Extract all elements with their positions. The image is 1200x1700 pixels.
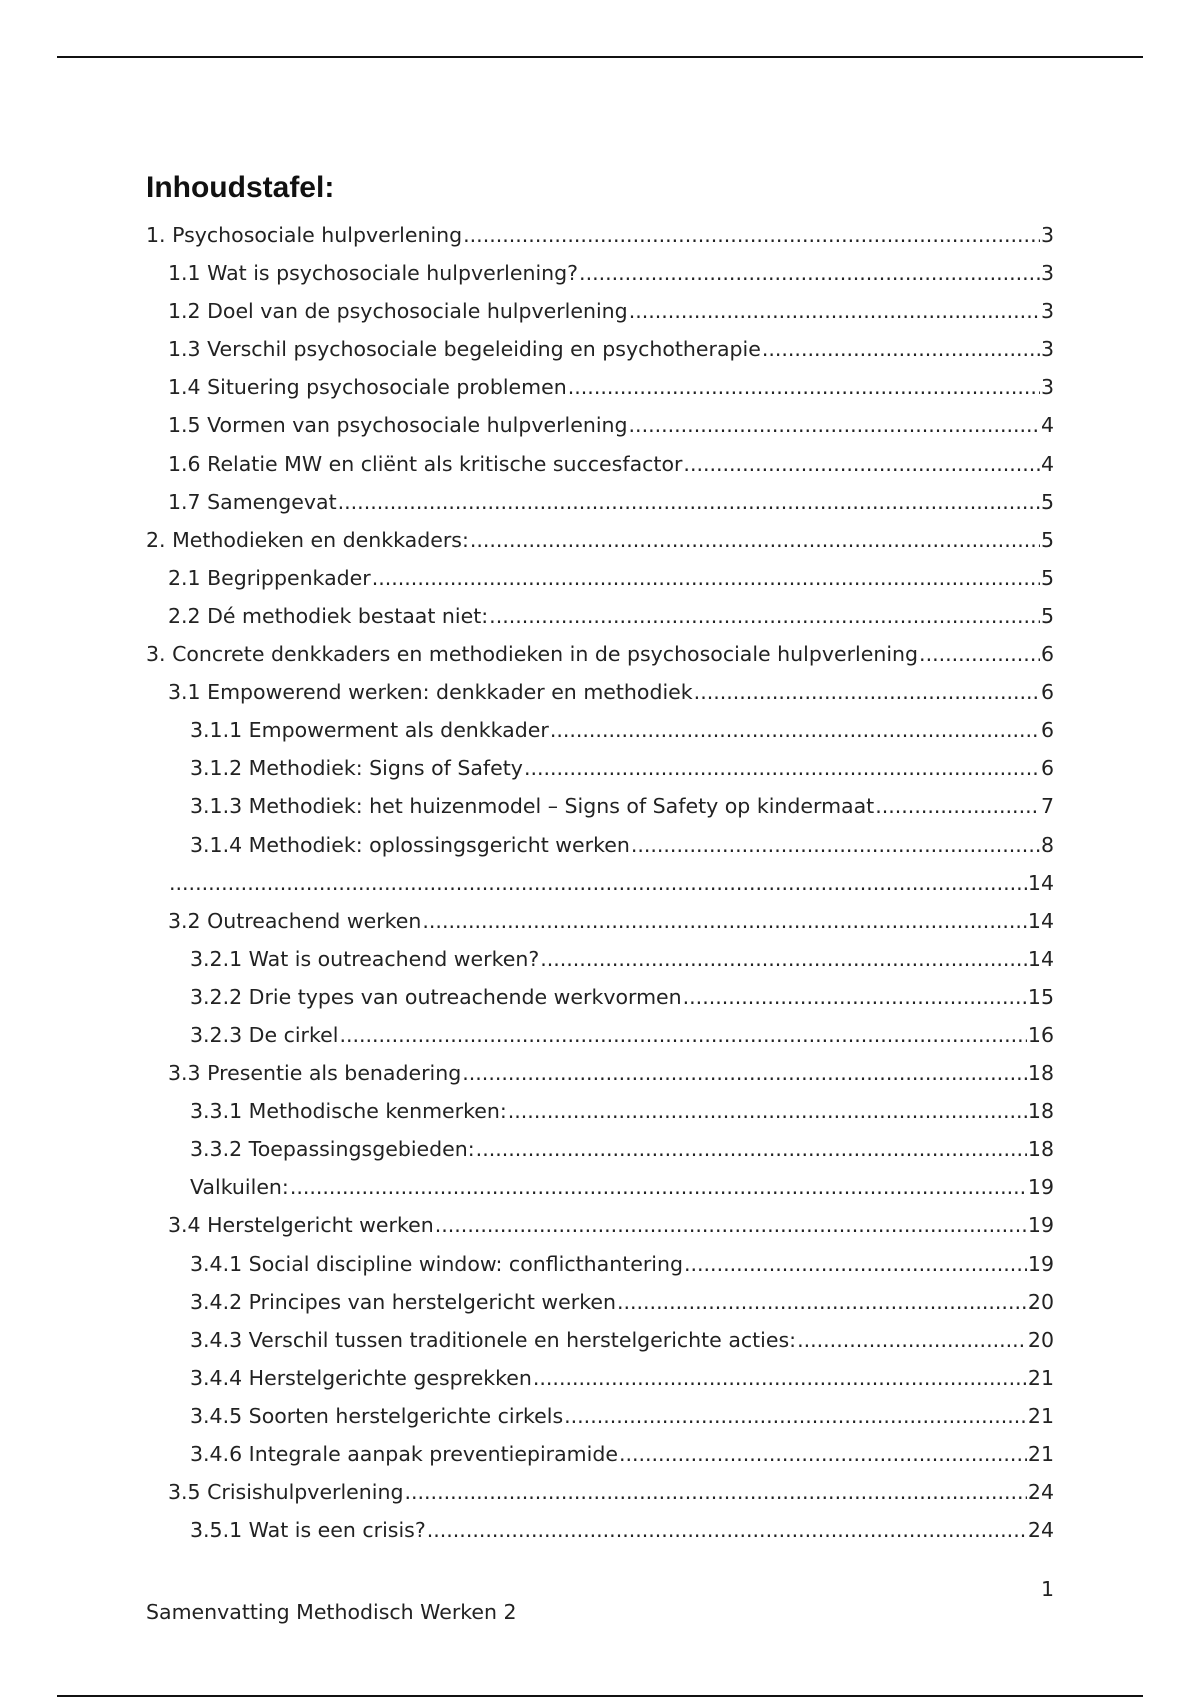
toc-entry-text: 3.1.2 Methodiek: Signs of Safety bbox=[190, 756, 523, 781]
toc-entry[interactable] bbox=[146, 371, 1054, 409]
toc-entry-page: 20 bbox=[1027, 1327, 1054, 1352]
toc-dot-leader bbox=[694, 676, 1040, 708]
toc-entry[interactable] bbox=[146, 867, 1054, 905]
toc-entry-text: 3.2.1 Wat is outreachend werken? bbox=[190, 946, 540, 971]
toc-dot-leader bbox=[290, 1171, 1027, 1203]
toc-dot-leader bbox=[540, 943, 1027, 975]
toc-entry-page: 6 bbox=[1040, 642, 1054, 667]
toc-entry[interactable] bbox=[146, 257, 1054, 295]
header-rule bbox=[57, 56, 1143, 58]
toc-entry-page: 21 bbox=[1027, 1403, 1054, 1428]
toc-entry-text: 1.4 Situering psychosociale problemen bbox=[168, 375, 567, 400]
toc-entry[interactable] bbox=[146, 829, 1054, 867]
toc-dot-leader bbox=[338, 486, 1040, 518]
toc-entry[interactable] bbox=[146, 333, 1054, 371]
toc-entry-page: 20 bbox=[1027, 1289, 1054, 1314]
toc-entry[interactable] bbox=[146, 790, 1054, 828]
toc-entry-page: 15 bbox=[1027, 984, 1054, 1009]
toc-dot-leader bbox=[631, 829, 1040, 861]
toc-entry-text: 3.4.3 Verschil tussen traditionele en herstelgerichte acties: bbox=[190, 1327, 797, 1352]
toc-entry-text: 1.2 Doel van de psychosociale hulpverlening bbox=[168, 299, 628, 324]
toc-entry[interactable] bbox=[146, 448, 1054, 486]
toc-entry[interactable] bbox=[146, 943, 1054, 981]
toc-entry-page: 19 bbox=[1027, 1251, 1054, 1276]
toc-entry-page: 16 bbox=[1027, 1022, 1054, 1047]
toc-entry-page: 21 bbox=[1027, 1365, 1054, 1390]
toc-entry-text: 3.3.2 Toepassingsgebieden: bbox=[190, 1137, 475, 1162]
toc-entry-page: 5 bbox=[1040, 565, 1054, 590]
toc-entry-text: 3.3 Presentie als benadering bbox=[168, 1061, 462, 1086]
toc-entry[interactable] bbox=[146, 1438, 1054, 1476]
toc-dot-leader bbox=[875, 790, 1040, 822]
toc-dot-leader bbox=[629, 409, 1040, 441]
toc-entry[interactable] bbox=[146, 1019, 1054, 1057]
toc-entry-text: 3.2.2 Drie types van outreachende werkvormen bbox=[190, 984, 682, 1009]
toc-dot-leader bbox=[564, 1400, 1027, 1432]
toc-entry[interactable] bbox=[146, 1476, 1054, 1514]
toc-entry[interactable] bbox=[146, 1171, 1054, 1209]
toc-entry-page: 3 bbox=[1040, 299, 1054, 324]
toc-entry-page: 18 bbox=[1027, 1061, 1054, 1086]
toc-entry[interactable] bbox=[146, 905, 1054, 943]
toc-entry-text: 1.5 Vormen van psychosociale hulpverlening bbox=[168, 413, 628, 438]
toc-entry[interactable] bbox=[146, 1286, 1054, 1324]
toc-entry-text: 1.6 Relatie MW en cliënt als kritische succesfactor bbox=[168, 451, 683, 476]
toc-entry-text: 2.2 Dé methodiek bestaat niet: bbox=[168, 603, 489, 628]
toc-entry-text: 3.2.3 De cirkel bbox=[190, 1022, 339, 1047]
toc-entry-text: 3.4 Herstelgericht werken bbox=[168, 1213, 434, 1238]
toc-entry-text: 3.1.3 Methodiek: het huizenmodel – Signs of Safety op kindermaat bbox=[190, 794, 875, 819]
toc-entry-page: 8 bbox=[1040, 832, 1054, 857]
toc-dot-leader bbox=[339, 1019, 1026, 1051]
toc-entry-text: 1.1 Wat is psychosociale hulpverlening? bbox=[168, 261, 579, 286]
toc-entry[interactable] bbox=[146, 1209, 1054, 1247]
toc-entry[interactable] bbox=[146, 524, 1054, 562]
toc-entry[interactable] bbox=[146, 1362, 1054, 1400]
toc-entry-text: 3.1 Empowerend werken: denkkader en methodiek bbox=[168, 680, 693, 705]
toc-entry-page: 14 bbox=[1027, 908, 1054, 933]
toc-entry-page: 18 bbox=[1027, 1137, 1054, 1162]
toc-entry-text: 3.4.5 Soorten herstelgerichte cirkels bbox=[190, 1403, 564, 1428]
footer-rule bbox=[57, 1695, 1143, 1697]
toc-entry-text: 3.5 Crisishulpverlening bbox=[168, 1480, 404, 1505]
toc-entry-page: 19 bbox=[1027, 1213, 1054, 1238]
toc-dot-leader bbox=[524, 752, 1040, 784]
toc-entry-text: 3.2 Outreachend werken bbox=[168, 908, 422, 933]
toc-entry-page: 3 bbox=[1040, 375, 1054, 400]
toc-entry-text: 2.1 Begrippenkader bbox=[168, 565, 371, 590]
toc-entry[interactable] bbox=[146, 600, 1054, 638]
toc-dot-leader bbox=[550, 714, 1040, 746]
toc-entry-page: 24 bbox=[1027, 1518, 1054, 1543]
toc-entry-text: 1. Psychosociale hulpverlening bbox=[146, 223, 463, 247]
toc-dot-leader bbox=[169, 867, 1027, 899]
toc-entry-text: 3.5.1 Wat is een crisis? bbox=[190, 1518, 426, 1543]
toc-dot-leader bbox=[629, 295, 1040, 327]
toc-entry[interactable] bbox=[146, 1133, 1054, 1171]
toc-entry[interactable] bbox=[146, 714, 1054, 752]
toc-entry-text: 1.7 Samengevat bbox=[168, 489, 337, 514]
toc-entry[interactable] bbox=[146, 638, 1054, 676]
toc-entry[interactable] bbox=[146, 752, 1054, 790]
toc-entry-page: 4 bbox=[1040, 451, 1054, 476]
toc-entry-page: 19 bbox=[1027, 1175, 1054, 1200]
toc-dot-leader bbox=[919, 638, 1040, 670]
toc-entry-page: 6 bbox=[1040, 718, 1054, 743]
toc-entry[interactable] bbox=[146, 676, 1054, 714]
toc-entry-page: 3 bbox=[1040, 337, 1054, 362]
footer-text: Samenvatting Methodisch Werken 2 bbox=[146, 1600, 517, 1624]
toc-dot-leader bbox=[683, 448, 1040, 480]
toc-entry[interactable] bbox=[146, 981, 1054, 1019]
toc-dot-leader bbox=[489, 600, 1040, 632]
toc-dot-leader bbox=[568, 371, 1040, 403]
toc-entry-page: 3 bbox=[1040, 223, 1054, 247]
toc-dot-leader bbox=[683, 981, 1027, 1013]
toc-entry-page: 6 bbox=[1040, 756, 1054, 781]
toc-entry-page: 3 bbox=[1040, 261, 1054, 286]
toc-entry-text: 3.4.4 Herstelgerichte gesprekken bbox=[190, 1365, 532, 1390]
toc-dot-leader bbox=[422, 905, 1027, 937]
toc-dot-leader bbox=[476, 1133, 1027, 1165]
toc-entry-page: 7 bbox=[1040, 794, 1054, 819]
toc-entry-text: 2. Methodieken en denkkaders: bbox=[146, 527, 469, 552]
toc-dot-leader bbox=[470, 524, 1040, 556]
toc-entry-text: 3.4.1 Social discipline window: conflicthantering bbox=[190, 1251, 683, 1276]
toc-dot-leader bbox=[372, 562, 1040, 594]
toc-entry-page: 21 bbox=[1027, 1442, 1054, 1466]
toc-entry[interactable] bbox=[146, 1057, 1054, 1095]
toc-entry[interactable] bbox=[146, 295, 1054, 333]
toc-entry-page: 5 bbox=[1040, 603, 1054, 628]
toc-entry-page: 6 bbox=[1040, 680, 1054, 705]
toc-entry[interactable] bbox=[146, 1095, 1054, 1133]
toc-dot-leader bbox=[617, 1286, 1027, 1318]
toc-entry-page: 5 bbox=[1040, 527, 1054, 552]
toc-entry-page: 5 bbox=[1040, 489, 1054, 514]
toc-entry[interactable] bbox=[146, 486, 1054, 524]
table-of-contents bbox=[146, 219, 1054, 1552]
toc-entry-page: 4 bbox=[1040, 413, 1054, 438]
toc-dot-leader bbox=[797, 1324, 1027, 1356]
toc-entry-text: 3. Concrete denkkaders en methodieken in de psychosociale hulpverlening bbox=[146, 642, 919, 667]
toc-entry[interactable] bbox=[146, 1324, 1054, 1362]
toc-dot-leader bbox=[579, 257, 1040, 289]
toc-title: Inhoudstafel: bbox=[146, 171, 335, 204]
toc-entry-text: 3.3.1 Methodische kenmerken: bbox=[190, 1099, 507, 1124]
toc-entry[interactable] bbox=[146, 409, 1054, 447]
toc-entry-text: Valkuilen: bbox=[190, 1175, 289, 1200]
toc-entry-page: 24 bbox=[1027, 1480, 1054, 1505]
toc-entry-text: 3.1.1 Empowerment als denkkader bbox=[190, 718, 549, 743]
toc-dot-leader bbox=[435, 1209, 1027, 1241]
toc-entry-page: 18 bbox=[1027, 1099, 1054, 1124]
toc-dot-leader bbox=[684, 1248, 1027, 1280]
toc-entry-text: 3.1.4 Methodiek: oplossingsgericht werken bbox=[190, 832, 630, 857]
toc-entry-text: 1.3 Verschil psychosociale begeleiding en psychotherapie bbox=[168, 337, 761, 362]
toc-dot-leader bbox=[463, 219, 1040, 251]
toc-entry-text: 3.4.2 Principes van herstelgericht werken bbox=[190, 1289, 616, 1314]
toc-dot-leader bbox=[427, 1514, 1027, 1546]
toc-dot-leader bbox=[508, 1095, 1027, 1127]
toc-entry[interactable] bbox=[146, 1248, 1054, 1286]
toc-entry[interactable] bbox=[146, 1514, 1054, 1552]
page-number: 1 bbox=[1040, 1577, 1054, 1601]
toc-dot-leader bbox=[619, 1438, 1027, 1470]
toc-dot-leader bbox=[462, 1057, 1027, 1089]
toc-dot-leader bbox=[762, 333, 1040, 365]
toc-entry-page: 14 bbox=[1027, 946, 1054, 971]
toc-entry[interactable] bbox=[146, 562, 1054, 600]
toc-dot-leader bbox=[533, 1362, 1027, 1394]
toc-entry[interactable] bbox=[146, 1400, 1054, 1438]
toc-entry-page: 14 bbox=[1027, 870, 1054, 895]
toc-entry[interactable] bbox=[146, 219, 1054, 257]
toc-dot-leader bbox=[404, 1476, 1026, 1508]
toc-entry-text: 3.4.6 Integrale aanpak preventiepiramide bbox=[190, 1442, 618, 1466]
